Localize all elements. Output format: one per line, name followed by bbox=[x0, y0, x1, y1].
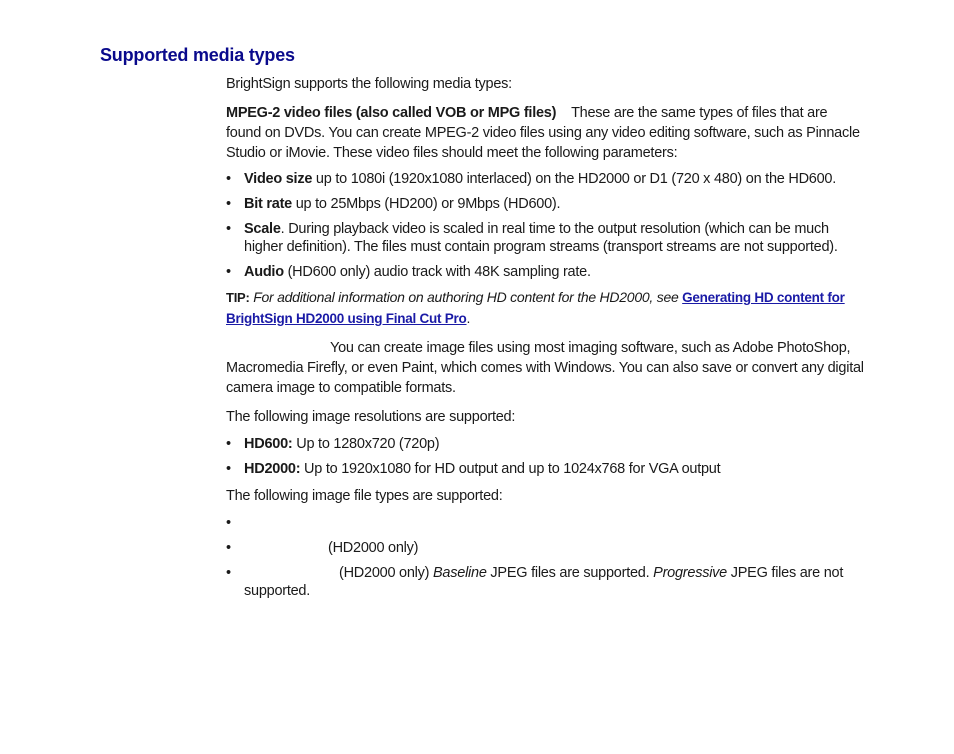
video-heading: MPEG-2 video files (also called VOB or MPG files) bbox=[226, 105, 557, 121]
list-item bbox=[226, 460, 866, 478]
list-item bbox=[226, 539, 866, 557]
list-item bbox=[226, 564, 866, 600]
list-item bbox=[226, 170, 866, 188]
type-emphasis-progressive: Progressive bbox=[653, 565, 727, 581]
param-term: Bit rate bbox=[244, 196, 292, 212]
image-types-list bbox=[226, 514, 866, 600]
tip-text: For additional information on authoring HD content for the HD2000, see bbox=[249, 289, 683, 305]
images-description: You can create image files using most imaging software, such as Adobe PhotoShop, Macromedia Firefly, or even Paint, which comes with Windows. You can also save or convert any digital camera image to compatible formats. bbox=[226, 340, 864, 396]
param-text: up to 1080i (1920x1080 interlaced) on the HD2000 or D1 (720 x 480) on the HD600. bbox=[312, 171, 837, 187]
resolution-term: HD2000: bbox=[244, 461, 301, 477]
section-title: Supported media types bbox=[100, 45, 295, 65]
param-term: Scale bbox=[244, 221, 281, 237]
list-item bbox=[226, 435, 866, 453]
resolution-text: Up to 1280x720 (720p) bbox=[292, 436, 440, 452]
tip-paragraph bbox=[226, 287, 866, 329]
image-resolutions-list bbox=[226, 435, 866, 478]
type-end: JPEG files are not supported. bbox=[244, 565, 844, 599]
param-term: Video size bbox=[244, 171, 313, 187]
param-text: up to 25Mbps (HD200) or 9Mbps (HD600). bbox=[291, 196, 561, 212]
resolution-term: HD600: bbox=[244, 436, 293, 452]
tip-end: . bbox=[466, 310, 471, 326]
resolution-text: Up to 1920x1080 for HD output and up to 1024x768 for VGA output bbox=[300, 461, 721, 477]
video-paragraph bbox=[226, 103, 866, 163]
list-item bbox=[226, 220, 866, 256]
list-item bbox=[226, 263, 866, 281]
final-cut-pro-guide-link[interactable]: Generating HD content for BrightSign HD2000 using Final Cut Pro bbox=[226, 290, 845, 326]
section-body bbox=[226, 74, 866, 600]
tip-label: TIP: bbox=[226, 290, 250, 305]
video-description: These are the same types of files that are found on DVDs. You can create MPEG-2 video files using any video editing software, such as Pinnacle Studio or iMovie. These video files should meet the following parameters: bbox=[226, 105, 860, 161]
type-prefix: (HD2000 only) bbox=[339, 565, 434, 581]
type-middle: JPEG files are supported. bbox=[486, 565, 654, 581]
intro-paragraph: BrightSign supports the following media types: bbox=[226, 76, 512, 92]
param-term: Audio bbox=[244, 264, 284, 280]
images-paragraph bbox=[226, 338, 866, 398]
list-item bbox=[226, 195, 866, 213]
video-parameters-list bbox=[226, 170, 866, 281]
resolutions-intro: The following image resolutions are supported: bbox=[226, 409, 516, 425]
types-intro: The following image file types are supported: bbox=[226, 488, 503, 504]
param-text: . During playback video is scaled in real time to the output resolution (which can be much higher definition). The files must contain program streams (transport streams are not supported). bbox=[244, 221, 838, 255]
param-text: (HD600 only) audio track with 48K sampling rate. bbox=[283, 264, 591, 280]
type-emphasis-baseline: Baseline bbox=[433, 565, 487, 581]
list-item bbox=[226, 514, 866, 532]
type-text: (HD2000 only) bbox=[328, 540, 419, 556]
